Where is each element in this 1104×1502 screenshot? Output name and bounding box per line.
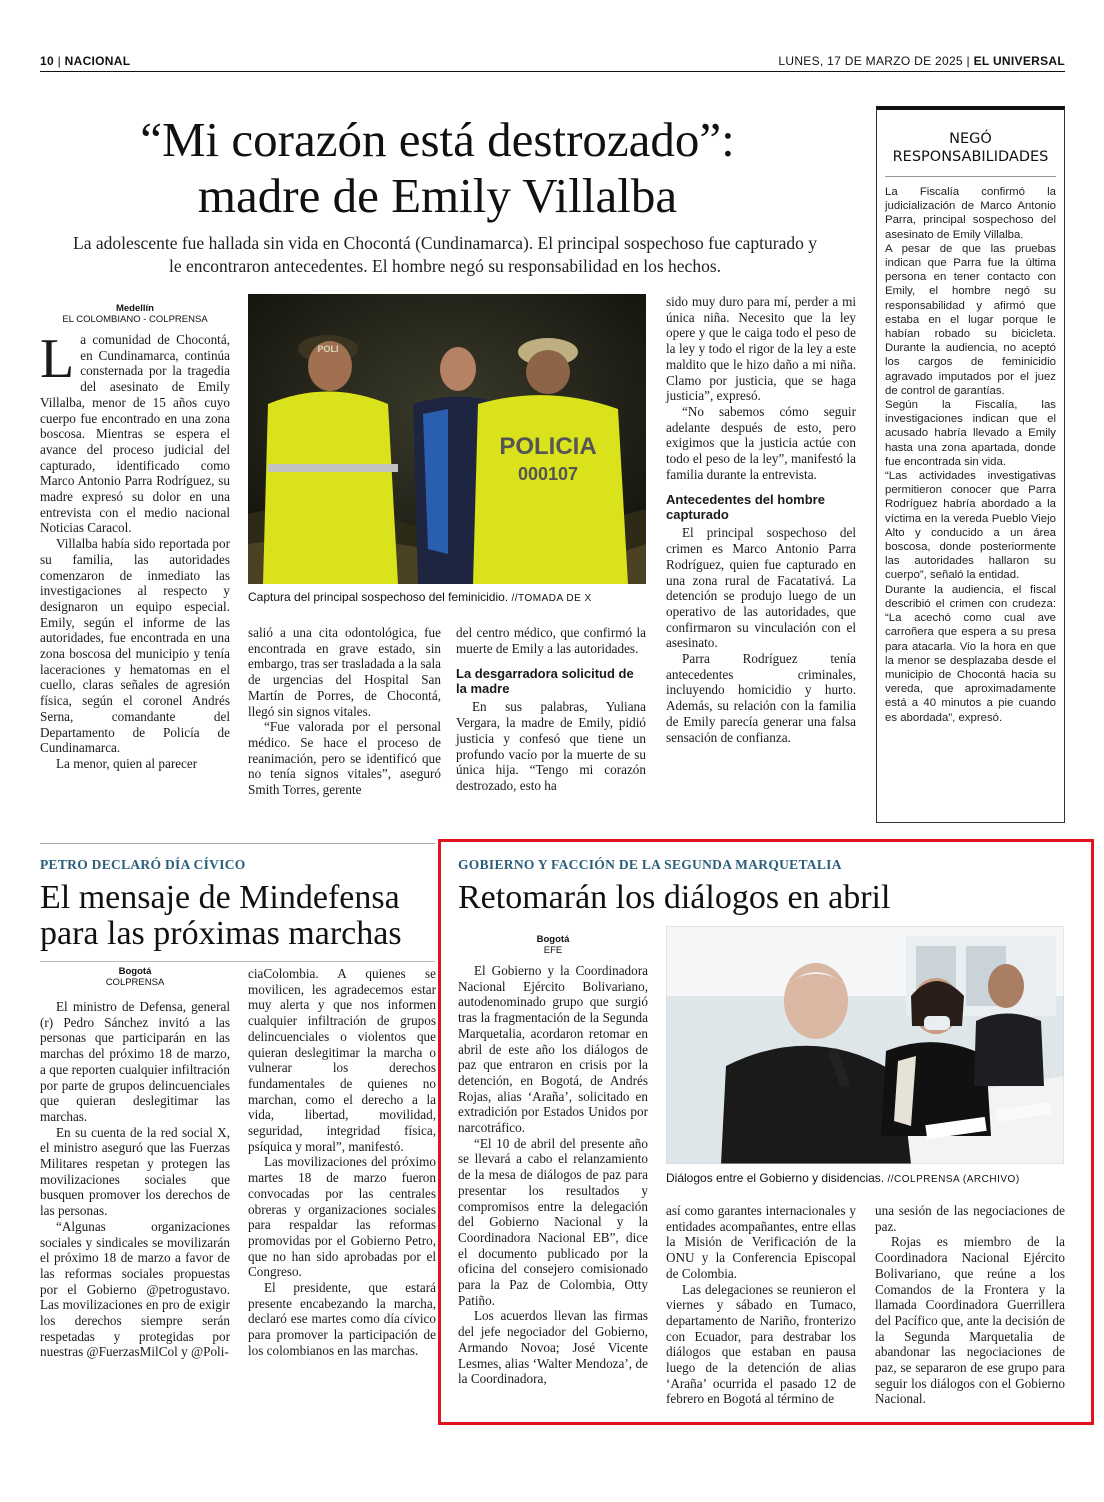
story2-col2-para1: ciaColombia. A quienes se movilicen, les agradecemos estar muy alerta y que nos informen cualquier infiltración de grupos delincuenciales o violentos que quieran deslegitimar la marcha o vulnerar los derechos fundamentales de quienes no marchan, como el derecho a la vida, libertad, movilidad, seguridad, integridad física, psíquica y moral”, manifestó. <box>248 966 436 1154</box>
sidebar-para3: Según la Fiscalía, las investigaciones indican que el acusado habría llevado a Emily hasta una zona apartada, donde fue encontrada sin vida. <box>885 399 1056 468</box>
story3-caption-text: Diálogos entre el Gobierno y disidencias. <box>666 1171 885 1185</box>
story3-col2-para1: así como garantes internacionales y entidades acompañantes, entre ellas la Misión de Verificación de la ONU y la Conferencia Episcopal de Colombia. <box>666 1203 856 1281</box>
sidebar-para5: Durante la audiencia, el fiscal describió el crimen con crudeza: “La acechó como cual ave carroñera que espera a su presa para atacarla. Vio la hora en que la menor se desplazaba desde el municipio de Chocontá hacia su vereda, que aproximadamente está a 40 minutos a pie cuando es abordada”, expresó. <box>885 583 1056 724</box>
story3-headline: Retomarán los diálogos en abril <box>458 879 891 916</box>
story2-rule <box>40 961 435 962</box>
story2-col-2 <box>248 966 436 1359</box>
cap-text: POLI <box>317 344 339 354</box>
vest-text-policia: POLICIA <box>499 433 597 460</box>
story2-headline-line2: para las próximas marchas <box>40 915 402 952</box>
main-headline <box>40 112 835 224</box>
byline-city: Medellín <box>115 303 154 314</box>
main-col4-para2: “No sabemos cómo seguir adelante después de esto, pero exigimos que la justicia actúe con todo el peso de la ley”, manifestó la familia durante la entrevista. <box>666 403 856 482</box>
main-col1-para1 <box>40 328 230 536</box>
main-col-1 <box>40 328 230 772</box>
header-rule <box>40 71 1065 72</box>
sidebar-para4: “Las actividades investigativas permitieron conocer que Parra Rodríguez habría abordado a la víctima en la vereda Pueblo Viejo Alto y conducido a un área boscosa, donde posteriormente las autoridades hallaron su cuerpo”, señaló la entidad. <box>885 470 1056 582</box>
section-divider-left <box>40 843 435 844</box>
main-col2-para2: “Fue valorada por el personal médico. Se hace el proceso de reanimación, pero se identificó que no tenía signos vitales”, aseguró Smith Torres, gerente <box>248 719 441 798</box>
story3-col3-para2: Rojas es miembro de la Coordinadora Nacional Ejército Bolivariano, que reúne a los Comandos de la Frontera y la llamada Coordinadora Guerrillera del Pacífico que, ante la decisión de la Segunda Marquetalia de abandonar las negociaciones de paz, se separaron de ese grupo para seguir los diálogos con el Gobierno Nacional. <box>875 1234 1065 1407</box>
main-col3-para2: En sus palabras, Yuliana Vergara, la madre de Emily, pidió justicia y confesó que tiene un profundo vacío por la muerte de su única hija. “Tengo mi corazón destrozado, esto ha <box>456 699 646 793</box>
story3-col1-para2: “El 10 de abril del presente año se llevará a cabo el relanzamiento de la mesa de diálogos de paz para presentar los resultados y compromisos entre la delegación del Gobierno Nacional y la Coordinadora Nacional EB”, dice el documento publicado por la oficina del consejero comisionado para la Paz de Colombia, Otty Patiño. <box>458 1135 648 1308</box>
main-col3-para1: del centro médico, que confirmó la muerte de Emily a las autoridades. <box>456 625 646 656</box>
story3-col-3 <box>875 1203 1065 1407</box>
main-headline-line1: “Mi corazón está destrozado”: <box>140 112 735 167</box>
story3-col1-para3: Los acuerdos llevan las firmas del jefe negociador del Gobierno, Armando Novoa; José Vicente Lesmes, alias ‘Walter Mendoza’, de la Coordinadora, <box>458 1308 648 1387</box>
story3-col-2 <box>666 1203 856 1407</box>
sidebar-title-line1: NEGÓ <box>949 131 992 147</box>
main-deck: La adolescente fue hallada sin vida en Chocontá (Cundinamarca). El principal sospechoso fue capturado y le encontraron antecedentes. El hombre negó su responsabilidad en los hechos. <box>73 233 817 276</box>
sidebar-para1: La Fiscalía confirmó la judicialización de Marco Antonio Parra, principal sospechoso del asesinato de Emily Villalba. <box>885 186 1056 241</box>
main-byline <box>40 303 230 325</box>
main-col-2 <box>248 625 441 798</box>
sidebar-rule <box>885 176 1056 177</box>
byline-source: EL COLOMBIANO - COLPRENSA <box>62 314 208 325</box>
story3-col-1 <box>458 963 648 1387</box>
story2-byline-city: Bogotá <box>118 966 152 977</box>
main-col1-para2: Villalba había sido reportada por su familia, las autoridades comenzaron de inmediato las investigaciones al respecto y designaron un equipo especial. Emily, según el informe de las autoridades, fue encontrada en una zona boscosa del municipio y tenía laceraciones y hematomas en el cuello, claras señales de agresión física, según el coronel Andrés Serna, comandante del Departamento de Policía de Cundinamarca. <box>40 536 230 756</box>
sidebar-box <box>876 106 1065 823</box>
newspaper-name: EL UNIVERSAL <box>973 54 1065 68</box>
story2-headline-line1: El mensaje de Mindefensa <box>40 879 400 916</box>
main-col3-subhead: La desgarradora solicitud de la madre <box>456 666 634 697</box>
story3-caption-credit: //COLPRENSA (ARCHIVO) <box>887 1174 1020 1185</box>
main-col1-para3: La menor, quien al parecer <box>56 755 198 771</box>
story3-kicker: GOBIERNO Y FACCIÓN DE LA SEGUNDA MARQUETALIA <box>458 857 842 872</box>
main-col2-para1: salió a una cita odontológica, fue encontrada en grave estado, sin embargo, tras ser trasladada a la sala de urgencias del Hospital San Martín de Porres, de Chocontá, llegó sin signos vitales. <box>248 625 441 719</box>
main-photo-caption <box>248 590 646 606</box>
main-col4-para1: sido muy duro para mí, perder a mi única niña. Necesito que la ley opere y que le caiga todo el peso de la ley y todo el rigor de la ley a este maldito que le hizo daño a mi niña. Clamo por justicia, que se haga justicia”, expresó. <box>666 294 856 404</box>
main-photo <box>248 294 646 584</box>
running-head-left: 10 | NACIONAL <box>40 54 131 68</box>
story2-col2-para3: El presidente, que estará presente encabezando la marcha, declaró ese martes como día cívico para promover la participación de los colombianos en las marchas. <box>248 1280 436 1358</box>
story2-col1-para2: En su cuenta de la red social X, el ministro aseguró que las Fuerzas Militares respetan y protegen las movilizaciones sociales que busquen promover los derechos de las personas. <box>40 1124 230 1219</box>
running-head-right: LUNES, 17 DE MARZO DE 2025 | EL UNIVERSAL <box>778 54 1065 68</box>
dialogue-meeting-photo <box>666 926 1064 1164</box>
story3-col2-para2: Las delegaciones se reunieron el viernes y sábado en Tumaco, departamento de Nariño, fronterizo con Ecuador, para destrabar los diálogos que estaban en pausa luego de la detención de alias ‘Araña’ ocurrida el pasado 12 de febrero en Bogotá al término de <box>666 1281 856 1407</box>
story2-kicker: PETRO DECLARÓ DÍA CÍVICO <box>40 857 246 872</box>
story2-col1-para1: El ministro de Defensa, general (r) Pedro Sánchez invitó a las personas que participarán en las marchas del próximo 18 de marzo, a que reporten cualquier infiltración por parte de grupos delincuenciales que quieran deslegitimar las marchas. <box>40 999 230 1124</box>
main-col-3 <box>456 625 646 794</box>
story3-photo-caption <box>666 1171 1064 1187</box>
story2-byline <box>40 966 230 988</box>
story3-photo <box>666 926 1064 1164</box>
main-col4-subhead: Antecedentes del hombre capturado <box>666 492 825 523</box>
main-col1-para1-text: a comunidad de Chocontá, en Cundinamarca, continúa consternada por la tragedia del asesinato de Emily Villalba, menor de 15 años cuyo cuerpo fue encontrado en una zona boscosa. Mientras se espera el avance del proceso judicial del capturado, identificado como Marco Antonio Parra Rodríguez, su madre expresó su dolor en una entrevista con el medio nacional Noticias Caracol. <box>40 332 230 536</box>
main-col4-para3: El principal sospechoso del crimen es Marco Antonio Parra Rodríguez, quien fue capturado en una zona rural de Facatativá. La detención se produjo luego de un operativo de las autoridades, que confirmaron su vinculación con el asesinato. <box>666 525 856 651</box>
story3-byline-source: EFE <box>543 945 563 956</box>
page-number: 10 <box>40 54 54 68</box>
story2-col1-para3: “Algunas organizaciones sociales y sindicales se movilizarán el próximo 18 de marzo a favor de las reformas sociales propuestas por el Gobierno @petrogustavo. Las movilizaciones en pro de exigir los derechos siempre serán respetadas y protegidas por nuestras @FuerzasMilCol y @Poli- <box>40 1218 230 1360</box>
story2-col2-para2: Las movilizaciones del próximo martes 18 de marzo fueron convocadas por las centrales obreras y organizaciones sociales para respaldar las reformas promovidas por el Gobierno Petro, que no han sido aprobadas por el Congreso. <box>248 1154 436 1280</box>
main-caption-text: Captura del principal sospechoso del feminicidio. <box>248 590 509 604</box>
sidebar-title <box>877 130 1064 166</box>
main-col4-para4: Parra Rodríguez tenía antecedentes criminales, incluyendo homicidio y hurto. Además, su relación con la familia de Emily parecía generar una falsa sensación de confianza. <box>666 651 856 745</box>
main-col-4 <box>666 294 856 745</box>
sidebar-title-line2: RESPONSABILIDADES <box>892 149 1049 165</box>
story2-col-1 <box>40 999 230 1360</box>
police-capture-photo <box>248 294 646 584</box>
story3-col1-para1: El Gobierno y la Coordinadora Nacional Ejército Bolivariano, autodenominado grupo que surgió tras la fragmentación de la Segunda Marquetalia, acordaron retomar en abril de este año los diálogos de paz que entraron en crisis por la detención, en Bogotá, de Andrés Rojas, alias ‘Araña’, solicitado en extradición por Estados Unidos por narcotráfico. <box>458 963 648 1136</box>
main-headline-line2: madre de Emily Villalba <box>197 168 678 223</box>
section-name: NACIONAL <box>64 54 131 68</box>
issue-date: LUNES, 17 DE MARZO DE 2025 <box>778 54 963 68</box>
main-caption-credit: //TOMADA DE X <box>511 593 592 604</box>
sidebar-para2: A pesar de que las pruebas indican que Parra fue la última persona en tener contacto con Emily, el hombre negó su responsabilidad y afirmó que estaba en el lugar porque le habían robado su bicicleta. Durante la audiencia, no aceptó los cargos de feminicidio agravado imputados por el juez de control de garantías. <box>885 242 1056 397</box>
story3-col3-para1: una sesión de las negociaciones de paz. <box>875 1203 1065 1234</box>
story2-headline <box>40 880 435 952</box>
vest-text-number: 000107 <box>517 464 579 484</box>
story3-byline-city: Bogotá <box>536 934 570 945</box>
sidebar-body <box>877 185 1064 725</box>
story2-byline-source: COLPRENSA <box>105 977 165 988</box>
story3-byline <box>458 934 648 956</box>
drop-cap: L <box>40 328 75 390</box>
